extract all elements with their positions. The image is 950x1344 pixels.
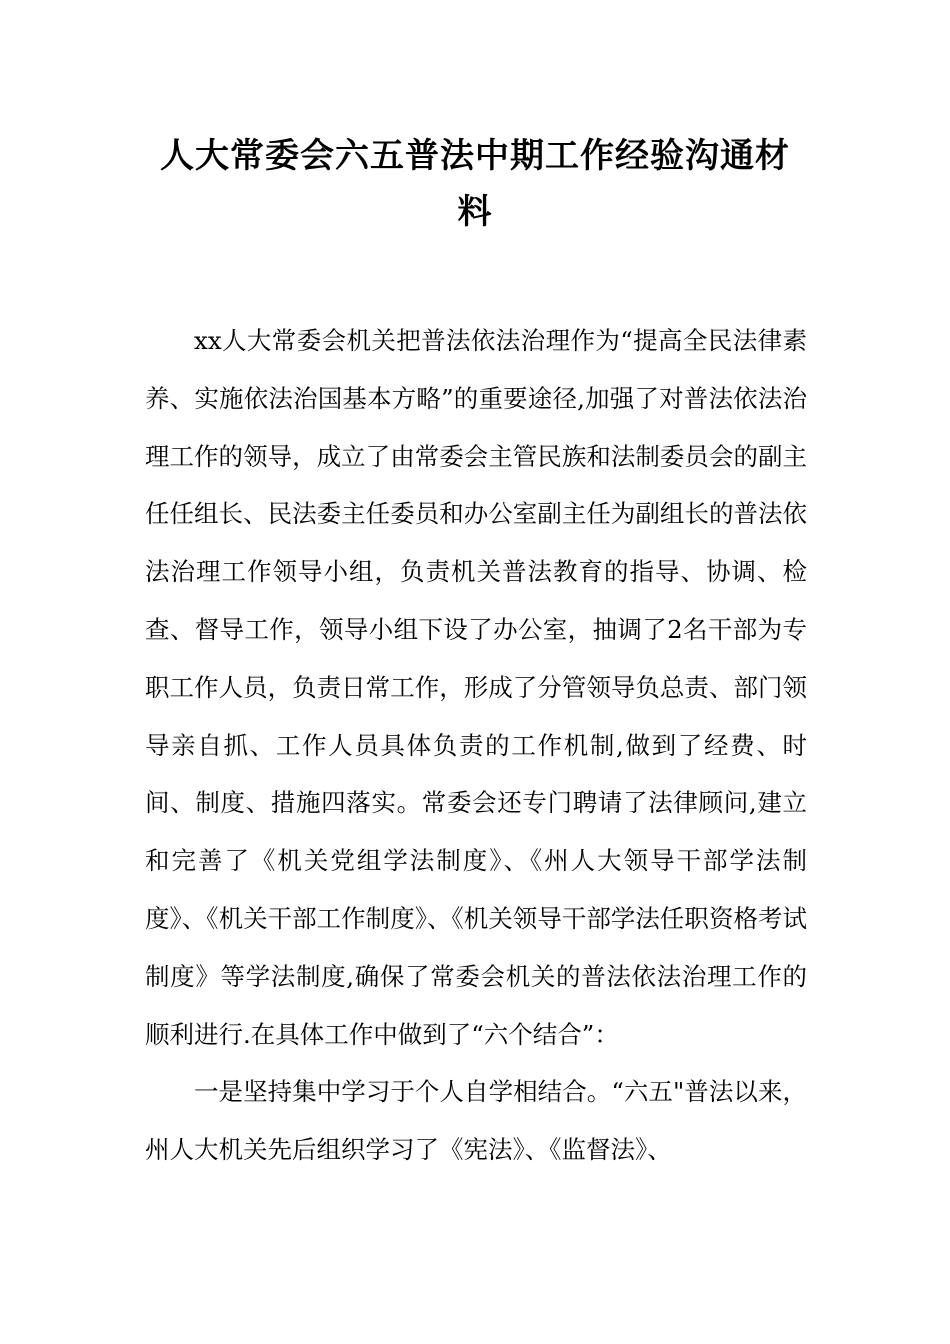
paragraph: xx人大常委会机关把普法依法治理作为“提高全民法律素养、实施依法治国基本方略”的重要途径,加强了对普法依法治理工作的领导，成立了由常委会主管民族和法制委员会的副主任任组长、民法委主任委员和办公室副主任为副组长的普法依法治理工作领导小组，负责机关普法教育的指导、协调、检查、督导工作，领导小组下设了办公室，抽调了2名干部为专职工作人员，负责日常工作，形成了分管领导负总责、部门领导亲自抓、工作人员具体负责的工作机制,做到了经费、时间、制度、措施四落实。常委会还专门聘请了法律顾问,建立和完善了《机关党组学法制度》、《州人大领导干部学法制度》、《机关干部工作制度》、《机关领导干部学法任职资格考试制度》等学法制度,确保了常委会机关的普法依法治理工作的顺利进行.在具体工作中做到了“六个结合”： <box>145 326 807 1049</box>
document-title: 人大常委会六五普法中期工作经验沟通材料 <box>160 136 790 232</box>
paragraph: 一是坚持集中学习于个人自学相结合。“六五"普法以来，州人大机关先后组织学习了《宪法》、《监督法》、 <box>145 1077 807 1165</box>
document-body <box>145 312 807 1179</box>
